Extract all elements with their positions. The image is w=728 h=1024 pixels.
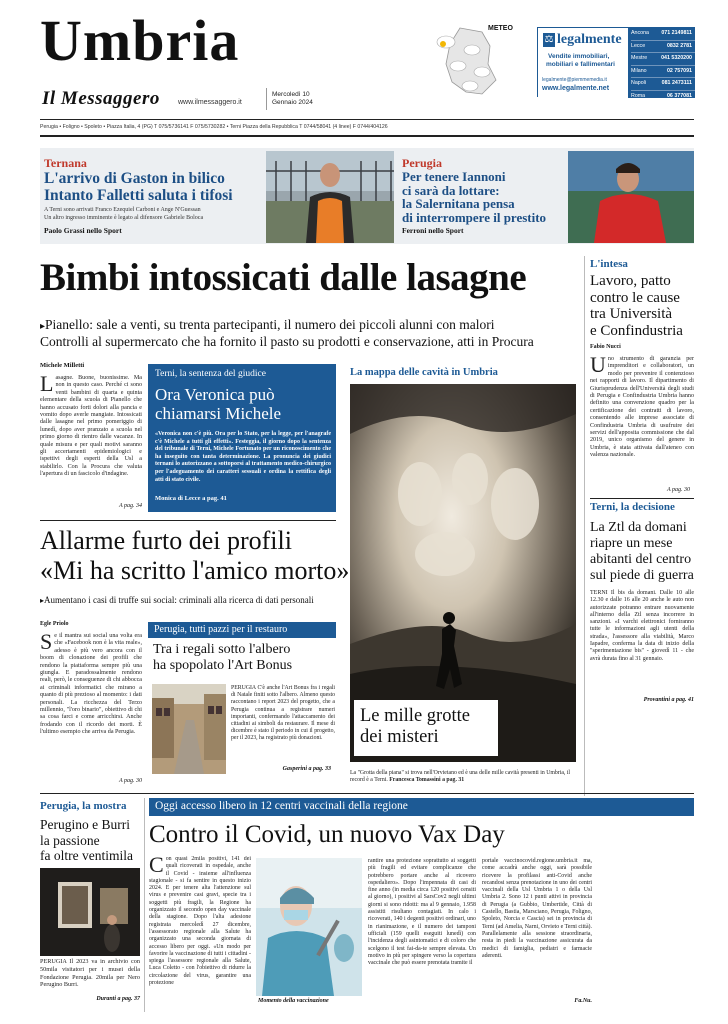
promo-left-title-line1: L'arrivo di Gaston in bilico xyxy=(44,170,225,187)
ztl-title[interactable] xyxy=(590,520,694,584)
ad-phone: 081 2473111 xyxy=(661,80,692,87)
perugino-title-line1: Perugino e Burri xyxy=(40,817,130,832)
promo-right-title-line3: la Salernitana pensa xyxy=(402,196,515,211)
promo-right-byline[interactable]: Ferroni nello Sport xyxy=(402,226,464,235)
player-photo-right xyxy=(568,151,694,243)
lead-body xyxy=(40,375,142,505)
ad-phone-row xyxy=(631,66,695,79)
restauro-body: PERUGIA C'è anche l'Art Bonus fra i regali di Natale finiti sotto l'albero. Almeno questo raccontano i report 2023 del progetto, che a Perugia continua a registrare numeri importanti, confermando l'attaccamento dei cittadini ai simboli da restaurare. Il mese di dicembre è stato il periodo in cui il progetto, per il 2023, ha registrato più donazioni. xyxy=(231,685,335,742)
intesa-title-line2: contro le cause xyxy=(590,289,680,306)
covid-col1 xyxy=(149,856,251,1010)
player-photo-left xyxy=(266,151,394,243)
lead-headline[interactable]: Bimbi intossicati dalle lasagne xyxy=(40,256,527,299)
arrow-icon: ▸ xyxy=(40,321,46,332)
ad-phone-row xyxy=(631,28,695,41)
meteo-label: METEO xyxy=(488,25,513,32)
promo-left-summary2: Un altro ingresso imminente è legato al difensore Gabriele Boloca xyxy=(44,214,204,221)
promo-left-title-line2: Intanto Falletti saluta i tifosi xyxy=(44,187,233,204)
lead-ref[interactable]: A pag. 34 xyxy=(118,503,142,509)
promo-right-title-line1: Per tenere Iannoni xyxy=(402,169,506,184)
furto-body-text: e il mantra sui social una volta era che «Facebook non è la vita reale», adesso è più vero ancora con il boom di clonazione dei profili che rendono la piattaforma sempre più una giungla. E paradossalmente rendono reali, però, le conseguenze di chi abbocca ai criminali informatici che mirano a quanto di più prezioso al momento: i dati personali. La ricchezza del Terzo millennio, "l'oro binario", obiettivo di chi sa cosa farci e come arricchirsi. Anche frodando con il ricordo dei morti. È l'ultimo esempio che arriva da Perugia. xyxy=(40,633,142,736)
lead-sub1 xyxy=(40,317,495,335)
edition-title: Umbria xyxy=(40,8,240,73)
veronica-title-line2: chiamarsi Michele xyxy=(155,404,282,423)
restauro-title-line1: Tra i regali sotto l'albero xyxy=(153,642,291,657)
grotte-byline[interactable]: Francesca Tomassini a pag. 31 xyxy=(389,777,465,784)
lead-sub2: Controlli al supermercato che ha fornito il pasto su prodotti e conservazione, atti in Procura xyxy=(40,334,534,349)
lead-body-text: asagne. Buone, buonissime. Ma non in questo caso. Perché ci sono venti bambini di quarta e quinta elementare della scuola di Pianello che hanno accusato forti dolori alla pancia e vomito dopo averle mangiate. Intossicati dalle lasagne nel primo pomeriggio di lunedì, dopo aver pranzato a scuola nel primo giorno di rientro dalle vacanze. In quale misura e per quali motivi saranno gli accertamenti epidemiologici e ispettivi degli esperti della Usl a stabilirlo. Con la Procura che valuta l'apertura di un fascicolo d'indagine. xyxy=(40,375,142,478)
veronica-byline[interactable]: Monica di Lecce a pag. 41 xyxy=(155,495,227,502)
furto-ref[interactable]: A pag. 30 xyxy=(118,778,142,784)
furto-headline[interactable] xyxy=(40,526,349,586)
perugino-body: PERUGIA Il 2023 va in archivio con 50mila visitatori per i musei della Fondazione Perugia. 20mila per Nero Perugino Burri. xyxy=(40,958,140,989)
ad-city: Mestre xyxy=(631,55,648,62)
furto-sub xyxy=(40,595,314,605)
veronica-title-line1: Ora Veronica può xyxy=(155,385,275,404)
perugino-byline[interactable]: Duranti a pag. 37 xyxy=(96,996,140,1002)
ztl-title-line4: sul piede di guerra xyxy=(590,568,694,583)
veronica-kicker: Terni, la sentenza del giudice xyxy=(155,369,266,379)
restauro-byline[interactable]: Gasperini a pag. 33 xyxy=(282,766,331,772)
intesa-body-text: no strumento di garanzia per imprenditori e collaboratori, un modo per prevenire il contenzioso nei rapporti di lavoro. Il dipartimento di Giurisprudenza dell'Università degli studi di Perugia e Confindustria Umbria hanno definito una convenzione quadro per la certificazione dei contratti di lavoro, consentendo alle imprese associate di Confindustria Umbria di usufruire dei servizi dell'apposita commissione che dal 2019, unico organismo del genere in Umbria, è stata attivata dall'ateneo con valenza nazionale. xyxy=(590,356,694,459)
perugino-kicker: Perugia, la mostra xyxy=(40,800,127,812)
ad-phone: 041 5320200 xyxy=(661,55,692,62)
intesa-title-line4: e Confindustria xyxy=(590,322,683,339)
grotte-title-line2: dei misteri xyxy=(360,727,439,747)
issue-date xyxy=(272,91,313,107)
intesa-title-line1: Lavoro, patto xyxy=(590,273,671,289)
perugino-title-line2: la passione xyxy=(40,832,100,848)
ad-city: Ancona xyxy=(631,30,649,36)
furto-dropcap: S xyxy=(40,629,53,654)
ztl-title-line2: riapre un mese xyxy=(590,536,673,551)
promo-left-summary xyxy=(44,207,203,222)
furto-sub-text: Aumentano i casi di truffe sui social: criminali alla ricerca di dati personali xyxy=(44,595,314,605)
covid-byline: Fa.Nu. xyxy=(574,998,592,1004)
address-line: Perugia • Foligno • Spoleto • Piazza Italia, 4 (PG) T 075/5736141 F 075/5730282 • Terni Piazza della Repubblica T 0744/58041 (4 linee) F 0744/404126 xyxy=(40,124,388,130)
grotte-caption xyxy=(350,770,576,785)
veronica-title[interactable] xyxy=(155,385,281,423)
grotte-title[interactable] xyxy=(360,706,470,748)
ztl-kicker: Terni, la decisione xyxy=(590,501,675,513)
ad-phone-row xyxy=(631,41,695,54)
promo-left-kicker: Ternana xyxy=(44,156,87,170)
arrow-icon: ▸ xyxy=(40,596,45,605)
promo-right-title-line4: di interrompere il prestito xyxy=(402,209,547,225)
ad-phone-row xyxy=(631,78,695,91)
perugino-title-line3: fa oltre ventimila xyxy=(40,848,133,863)
covid-dropcap: C xyxy=(149,856,164,877)
promo-right-kicker: Perugia xyxy=(402,156,442,170)
ad-line1: Vendite immobiliari, xyxy=(548,53,610,60)
ad-phone-row xyxy=(631,53,695,66)
site-url[interactable]: www.ilmessaggero.it xyxy=(178,99,242,106)
grotte-kicker: La mappa delle cavità in Umbria xyxy=(350,367,498,378)
restauro-title[interactable] xyxy=(153,642,292,674)
date-month: Gennaio 2024 xyxy=(272,99,313,106)
ztl-title-line3: abitanti del centro xyxy=(590,552,692,567)
grotte-title-line1: Le mille grotte xyxy=(360,706,470,726)
furto-headline-line1: Allarme furto dei profili xyxy=(40,526,292,555)
ad-city: Milano xyxy=(631,67,647,74)
intesa-kicker: L'intesa xyxy=(590,258,628,270)
promo-left-title[interactable] xyxy=(44,170,233,204)
covid-bar-text: Oggi accesso libero in 12 centri vaccinali della regione xyxy=(155,800,408,812)
covid-headline[interactable]: Contro il Covid, un nuovo Vax Day xyxy=(149,821,505,848)
covid-col3: portale vaccinocovid.regione.umbria.it ma, come accadrà anche oggi, sarà possibile ricevere la profilassi anti-Covid anche recandosi senza prenotazione in uno dei centri vaccinali della Usl Umbria 1 o della Usl Umbria 2. Sono 12 i punti attivi in provincia di Perugia (a Gubbio, Umbertide, Città di Castello, Bastia, Marsciano, Perugia, Foligno, Spoleto, Norcia e Cascia) sei in provincia di Terni (ad Amelia, Narni, Orvieto e Terni città). Parallelamente alla sessione straordinaria, resta in piedi la vaccinazione assicurata da medici di famiglia, pediatri e farmacie aderenti. xyxy=(482,858,592,959)
scales-icon: ⚖ xyxy=(544,34,554,45)
ztl-byline[interactable]: Provantini a pag. 41 xyxy=(643,697,694,703)
lead-sub1-text: Pianello: sale a venti, su trenta partecipanti, il numero dei piccoli alunni con malori xyxy=(45,317,495,332)
ad-phone-list xyxy=(628,28,695,98)
ad-brand: legalmente xyxy=(557,32,622,47)
intesa-title-line3: tra Università xyxy=(590,306,673,322)
ztl-title-line1: La Ztl da domani xyxy=(590,520,687,535)
ad-city: Napoli xyxy=(631,80,647,87)
paper-logo: Il Messaggero xyxy=(42,88,160,109)
furto-body xyxy=(40,629,142,737)
furto-headline-line2: «Mi ha scritto l'amico morto» xyxy=(40,556,350,585)
restauro-title-line2: ha spopolato l'Art Bonus xyxy=(153,658,293,673)
ad-site[interactable]: www.legalmente.net xyxy=(542,85,610,92)
ad-phone: 071 2149811 xyxy=(661,30,692,36)
ad-phone: 06 377081 xyxy=(666,92,692,99)
legalmente-ad[interactable] xyxy=(537,27,695,97)
intesa-body xyxy=(590,352,694,460)
ad-city: Lecce xyxy=(631,42,646,49)
intesa-ref[interactable]: A pag. 30 xyxy=(666,487,690,493)
intesa-dropcap: U xyxy=(590,352,606,377)
furto-author: Egle Priolo xyxy=(40,621,69,627)
promo-left-summary1: A Terni sono arrivati Franco Ezequiel Carboni e Ange N'Guessan xyxy=(44,207,201,213)
ad-city: Roma xyxy=(631,92,646,99)
ad-line2: mobiliari e fallimentari xyxy=(546,61,615,68)
ad-phone: 02 757091 xyxy=(666,67,692,74)
intesa-title[interactable] xyxy=(590,273,683,339)
exhibition-photo xyxy=(40,868,140,956)
weather-map[interactable] xyxy=(430,24,510,100)
street-photo xyxy=(152,684,226,774)
ad-phone: 0832 2781 xyxy=(666,42,692,49)
promo-right-title[interactable] xyxy=(402,170,546,224)
perugino-title[interactable] xyxy=(40,817,133,864)
vaccination-photo xyxy=(256,858,362,996)
promo-left-byline[interactable]: Paolo Grassi nello Sport xyxy=(44,226,122,235)
ad-phone-row xyxy=(631,91,695,103)
ad-email[interactable]: legalmente@piemmemedia.it xyxy=(542,77,607,83)
covid-col1-text: on quasi 2mila positivi, 141 dei quali ricoverati in ospedale, anche il Covid - insieme all'influenza stagionale - si fa sentire in questo inizio 2024. E per tenere alta l'attenzione sul virus e prevenire casi gravi, specie tra i soggetti più fragili, la Regione ha organizzato il secondo open day vaccinale della stagione. Dopo l'alta adesione registrata mercoledì 27 dicembre, l'assessorato regionale alla Salute ha organizzato una seconda giornata di accesso libero per oggi. «Un modo per favorire la vaccinazione di tutti i cittadini - spiega l'assessore regionale alla Salute, Luca Coletto - con l'obiettivo di ridurre la circolazione del virus, garantire una protezione xyxy=(149,856,251,987)
restauro-kicker: Perugia, tutti pazzi per il restauro xyxy=(154,624,288,635)
ztl-body: TERNI Il bis da domani. Dalle 10 alle 12.30 e dalle 16 alle 20 anche le auto non autorizzate potranno entrare nuovamente all'interno della Ztl senza incorrere in sanzioni. «I varchi elettronici forniranno tutte le informazioni agli utenti della strada», l'assessore alla viabilità, Marco Iapadre, conferma la data di inizio della "sperimentazione bis" - giovedì 11 - che avrà durata fino al 31 gennaio. xyxy=(590,590,694,662)
grotte-caption-text: La "Grotta della piana" si trova nell'Orvietano ed è una delle mille cavità presenti in Umbria, il record è a Terni. xyxy=(350,770,571,784)
veronica-body: «Veronica non c'è più. Ora per lo Stato, per la legge, per l'anagrafe c'è Michele a tutti gli effetti». Festeggia, il giorno dopo la sentenza del tribunale di Terni, Michele Fortunato per un riconoscimento che ha inseguito con tanta determinazione. La pronuncia dei giudici ternani lo autorizzano a sottoporsi al trattamento medico-chirurgico per l'adeguamento dei caratteri sessuali e ordina la rettifica degli atti di stato civile. xyxy=(155,431,331,483)
vaccination-caption: Momento della vaccinazione xyxy=(258,998,329,1004)
masthead-rule xyxy=(40,119,694,120)
covid-col2: rantire una protezione soprattutto ai soggetti più fragili ed evitare complicanze che potrebbero portare anche al ricovero ospedaliero». Dopo l'impennata di casi di fine anno (in media circa 120 positivi censiti al giorno), i positivi al SarsCov2 negli ultimi giorni si sono ridotti: ma al 9 gennaio, 1.958 assistiti risultano contagiati. In calo i ricoverati, 140 i degenti positivi ordinari, uno in rianimazione, e il numero dei tamponi ufficiali (159 quelli eseguiti lunedì) con l'incidenza degli asintomatici e di coloro che scelgono il test fai-da-te sempre elevata. Un motivo in più per spingere verso la copertura vaccinale che può essere prenotata tramite il xyxy=(368,858,476,967)
date-day: Mercoledì 10 xyxy=(272,91,310,98)
promo-right-title-line2: ci sarà da lottare: xyxy=(402,182,500,198)
lead-author: Michele Milletti xyxy=(40,362,85,369)
intesa-author: Fabio Nucci xyxy=(590,344,621,350)
lead-dropcap: L xyxy=(40,375,54,396)
